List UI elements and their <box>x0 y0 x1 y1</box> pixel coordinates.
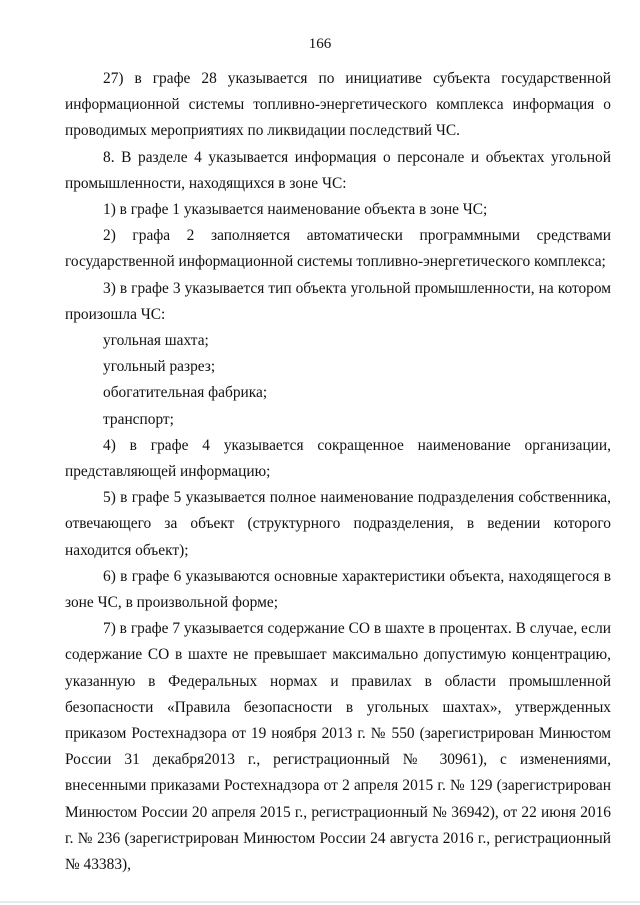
paragraph-item-7: 7) в графе 7 указывается содержание СО в шахте в процентах. В случае, если содержание СО в шахте не превышает максимально допустимую концентрацию, указанную в Федеральных нормах и правилах в области промышленной безопасности «Правила безопасности в угольных шахтах», утвержденных приказом Ростехнадзора от 19 ноября 2013 г. № 550 (зарегистрирован Минюстом России 31 декабря2013 г., регистрационный № 30961), с изменениями, внесенными приказами Ростехнадзора от 2 апреля 2015 г. № 129 (зарегистрирован Минюстом России 20 апреля 2015 г., регистрационный № 36942), от 22 июня 2016 г. № 236 (зарегистрирован Минюстом России 24 августа 2016 г., регистрационный № 43383), <box>65 620 611 874</box>
paragraph-item-2: 2) графа 2 заполняется автоматически программными средствами государственной информационной системы топливно-энергетического комплекса; <box>65 227 611 271</box>
paragraph-item-3: 3) в графе 3 указывается тип объекта угольной промышленности, на котором произошла ЧС: <box>65 279 611 323</box>
paragraph-item-4: 4) в графе 4 указывается сокращенное наименование организации, представляющей информацию; <box>65 436 611 481</box>
paragraph-item-1: 1) в графе 1 указывается наименование объекта в зоне ЧС; <box>103 201 488 219</box>
section-8-heading-paragraph: 8. В разделе 4 указывается информация о персонале и объектах угольной промышленности, находящихся в зоне ЧС: <box>65 148 611 192</box>
list-item-processing-plant: обогатительная фабрика; <box>103 384 268 402</box>
list-item-transport: транспорт; <box>103 410 174 428</box>
document-body <box>65 66 611 878</box>
list-item-coal-mine: угольная шахта; <box>103 332 209 350</box>
paragraph-item-5: 5) в графе 5 указывается полное наименование подразделения собственника, отвечающего за объект (структурного подразделения, в ведении которого находится объект); <box>65 489 611 559</box>
paragraph-item-27: 27) в графе 28 указывается по инициативе субъекта государственной информационной системы топливно-энергетического комплекса информация о проводимых мероприятиях по ликвидации последствий ЧС. <box>65 70 611 140</box>
page-bottom-edge <box>0 901 640 903</box>
list-item-open-pit: угольный разрез; <box>103 358 216 376</box>
page-number: 166 <box>308 36 332 52</box>
paragraph-item-6: 6) в графе 6 указываются основные характеристики объекта, находящегося в зоне ЧС, в произвольной форме; <box>65 567 611 612</box>
